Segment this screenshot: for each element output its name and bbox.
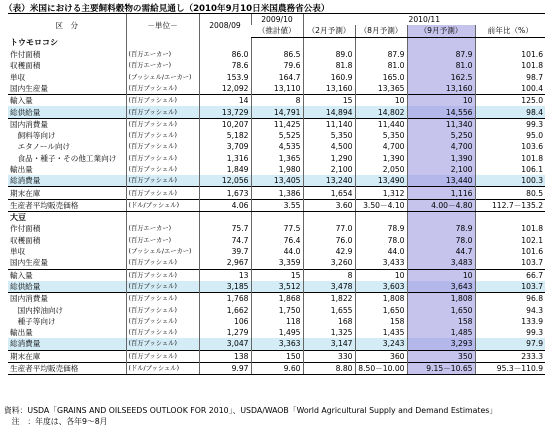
table-row bbox=[8, 281, 545, 293]
value-cell: 11,140 bbox=[303, 118, 355, 130]
value-cell: 87.9 bbox=[407, 49, 475, 60]
value-cell: 101.6 bbox=[475, 49, 545, 60]
col-header-2009: 2009/10 bbox=[251, 14, 303, 26]
unit-cell: (百万エーカー) bbox=[126, 49, 199, 60]
value-cell: 81.0 bbox=[355, 60, 407, 71]
value-cell: 78.0 bbox=[407, 235, 475, 246]
value-cell: 14,894 bbox=[303, 106, 355, 118]
value-cell: 12,092 bbox=[199, 83, 251, 95]
value-cell: 44.7 bbox=[407, 246, 475, 257]
value-cell: 4,700 bbox=[407, 141, 475, 152]
value-cell: 112.7－135.2 bbox=[475, 199, 545, 211]
unit-cell: (百万エーカー) bbox=[126, 60, 199, 71]
unit-cell: (ドル/ブッシェル) bbox=[126, 199, 199, 211]
table-row bbox=[8, 257, 545, 269]
unit-cell: (百万ブッシェル) bbox=[126, 95, 199, 107]
table-row bbox=[8, 246, 545, 257]
value-cell: 118 bbox=[251, 316, 303, 327]
value-cell: 3,709 bbox=[199, 141, 251, 152]
value-cell: 158 bbox=[355, 316, 407, 327]
value-cell: 103.6 bbox=[475, 141, 545, 152]
value-cell: 97.9 bbox=[475, 338, 545, 350]
empty-cell bbox=[407, 37, 475, 49]
value-cell: 8.80 bbox=[303, 362, 355, 374]
row-label: 飼料等向け bbox=[10, 131, 56, 141]
value-cell: 86.0 bbox=[199, 49, 251, 60]
value-cell: 89.0 bbox=[303, 49, 355, 60]
table-row bbox=[8, 235, 545, 246]
value-cell: 10 bbox=[407, 269, 475, 281]
value-cell: 106 bbox=[199, 316, 251, 327]
value-cell: 3.60 bbox=[303, 199, 355, 211]
value-cell: 99.3 bbox=[475, 118, 545, 130]
row-label: 総供給量 bbox=[8, 281, 126, 293]
row-label: 国内消費量 bbox=[8, 118, 126, 130]
unit-cell: (百万ブッシェル) bbox=[126, 281, 199, 293]
table-row bbox=[8, 60, 545, 71]
empty-cell bbox=[303, 37, 355, 49]
value-cell: 13 bbox=[199, 269, 251, 281]
row-label: 総供給量 bbox=[8, 106, 126, 118]
row-label: 総消費量 bbox=[8, 338, 126, 350]
value-cell: 10,207 bbox=[199, 118, 251, 130]
value-cell: 4.06 bbox=[199, 199, 251, 211]
value-cell: 3,643 bbox=[407, 281, 475, 293]
row-label: 期末在庫 bbox=[8, 187, 126, 199]
value-cell: 13,110 bbox=[251, 83, 303, 95]
unit-cell: (百万ブッシェル) bbox=[126, 175, 199, 187]
value-cell: 350 bbox=[407, 350, 475, 362]
empty-cell bbox=[475, 212, 545, 224]
empty-cell bbox=[199, 212, 251, 224]
value-cell: 102.1 bbox=[475, 235, 545, 246]
value-cell: 4,700 bbox=[355, 141, 407, 152]
value-cell: 160.9 bbox=[303, 71, 355, 82]
value-cell: 1,290 bbox=[303, 153, 355, 164]
value-cell: 3,047 bbox=[199, 338, 251, 350]
value-cell: 1,390 bbox=[407, 153, 475, 164]
value-cell: 5,182 bbox=[199, 130, 251, 141]
value-cell: 81.0 bbox=[407, 60, 475, 71]
value-cell: 101.6 bbox=[475, 246, 545, 257]
value-cell: 3,363 bbox=[251, 338, 303, 350]
value-cell: 165.0 bbox=[355, 71, 407, 82]
value-cell: 13,405 bbox=[251, 175, 303, 187]
value-cell: 9.15－10.65 bbox=[407, 362, 475, 374]
value-cell: 133.9 bbox=[475, 316, 545, 327]
value-cell: 76.0 bbox=[303, 235, 355, 246]
value-cell: 80.5 bbox=[475, 187, 545, 199]
value-cell: 4,535 bbox=[251, 141, 303, 152]
value-cell: 74.7 bbox=[199, 235, 251, 246]
table-row bbox=[8, 83, 545, 95]
value-cell: 9.97 bbox=[199, 362, 251, 374]
row-label: 国内消費量 bbox=[8, 293, 126, 305]
value-cell: 79.6 bbox=[251, 60, 303, 71]
value-cell: 98.4 bbox=[475, 106, 545, 118]
unit-cell: (百万ブッシェル) bbox=[126, 257, 199, 269]
value-cell: 150 bbox=[251, 350, 303, 362]
value-cell: 3,512 bbox=[251, 281, 303, 293]
table-row bbox=[8, 350, 545, 362]
value-cell: 14,556 bbox=[407, 106, 475, 118]
empty-cell bbox=[355, 212, 407, 224]
col-header-feb: （2月予測） bbox=[303, 25, 355, 37]
value-cell: 2,050 bbox=[355, 164, 407, 175]
table-row bbox=[8, 269, 545, 281]
value-cell: 168 bbox=[303, 316, 355, 327]
value-cell: 1,435 bbox=[355, 327, 407, 338]
value-cell: 10 bbox=[355, 95, 407, 107]
value-cell: 3,603 bbox=[355, 281, 407, 293]
value-cell: 162.5 bbox=[407, 71, 475, 82]
col-header-unit: －単位－ bbox=[126, 14, 199, 38]
value-cell: 103.7 bbox=[475, 281, 545, 293]
col-header-sep: （9月予測） bbox=[407, 25, 475, 37]
unit-cell: (百万ブッシェル) bbox=[126, 153, 199, 164]
empty-cell bbox=[251, 212, 303, 224]
value-cell: 100.3 bbox=[475, 175, 545, 187]
value-cell: 14 bbox=[199, 95, 251, 107]
value-cell: 1,279 bbox=[199, 327, 251, 338]
value-cell: 8 bbox=[303, 269, 355, 281]
col-header-2010: 2010/11 bbox=[303, 14, 545, 26]
unit-cell: (ブッシェル/エーカー) bbox=[126, 71, 199, 82]
value-cell: 8 bbox=[251, 95, 303, 107]
table-row bbox=[8, 118, 545, 130]
row-label: 生産者平均販売価格 bbox=[8, 362, 126, 374]
unit-cell: (百万ブッシェル) bbox=[126, 106, 199, 118]
value-cell: 13,440 bbox=[407, 175, 475, 187]
unit-cell: (百万ブッシェル) bbox=[126, 293, 199, 305]
corn-section-title: トウモロコシ bbox=[10, 38, 58, 48]
value-cell: 13,365 bbox=[355, 83, 407, 95]
col-header-aug: （8月予測） bbox=[355, 25, 407, 37]
unit-cell: (百万ブッシェル) bbox=[126, 269, 199, 281]
value-cell: 96.8 bbox=[475, 293, 545, 305]
value-cell: 13,490 bbox=[355, 175, 407, 187]
value-cell: 44.0 bbox=[251, 246, 303, 257]
value-cell: 101.8 bbox=[475, 60, 545, 71]
row-label: 単収 bbox=[10, 72, 26, 82]
value-cell: 11,425 bbox=[251, 118, 303, 130]
value-cell: 95.0 bbox=[475, 130, 545, 141]
value-cell: 2,100 bbox=[407, 164, 475, 175]
value-cell: 1,822 bbox=[303, 293, 355, 305]
table-row bbox=[8, 327, 545, 338]
table-row bbox=[8, 199, 545, 211]
unit-cell: (百万ブッシェル) bbox=[126, 338, 199, 350]
row-label: 国内生産量 bbox=[10, 83, 48, 93]
value-cell: 94.3 bbox=[475, 304, 545, 315]
value-cell: 1,365 bbox=[251, 153, 303, 164]
value-cell: 77.0 bbox=[303, 223, 355, 234]
unit-cell: (百万エーカー) bbox=[126, 223, 199, 234]
value-cell: 78.9 bbox=[355, 223, 407, 234]
unit-cell: (百万ブッシェル) bbox=[126, 316, 199, 327]
table-row bbox=[8, 71, 545, 82]
value-cell: 3,185 bbox=[199, 281, 251, 293]
value-cell: 1,485 bbox=[407, 327, 475, 338]
value-cell: 1,655 bbox=[303, 304, 355, 315]
col-header-2008: 2008/09 bbox=[199, 14, 251, 38]
empty-cell bbox=[355, 37, 407, 49]
value-cell: 95.3－110.9 bbox=[475, 362, 545, 374]
empty-cell bbox=[475, 37, 545, 49]
corn-section bbox=[8, 37, 545, 211]
value-cell: 1,116 bbox=[407, 187, 475, 199]
row-label: 種子等向け bbox=[10, 316, 56, 326]
value-cell: 39.7 bbox=[199, 246, 251, 257]
value-cell: 13,160 bbox=[407, 83, 475, 95]
value-cell: 106.1 bbox=[475, 164, 545, 175]
value-cell: 153.9 bbox=[199, 71, 251, 82]
value-cell: 2,967 bbox=[199, 257, 251, 269]
value-cell: 15 bbox=[251, 269, 303, 281]
value-cell: 81.8 bbox=[303, 60, 355, 71]
table-row bbox=[8, 130, 545, 141]
value-cell: 3,260 bbox=[303, 257, 355, 269]
unit-cell: (百万ブッシェル) bbox=[126, 304, 199, 315]
unit-cell: (百万ブッシェル) bbox=[126, 130, 199, 141]
value-cell: 1,750 bbox=[251, 304, 303, 315]
row-label: 収穫面積 bbox=[10, 61, 41, 71]
value-cell: 1,768 bbox=[199, 293, 251, 305]
value-cell: 44.0 bbox=[355, 246, 407, 257]
value-cell: 1,980 bbox=[251, 164, 303, 175]
header-row-1 bbox=[8, 14, 545, 26]
row-label: 輸出量 bbox=[10, 165, 33, 174]
table-row bbox=[8, 338, 545, 350]
table-title: （表）米国における主要飼料穀物の需給見通し（2010年9月10日米国農務省公表） bbox=[4, 4, 330, 14]
soy-section-title: 大豆 bbox=[8, 212, 126, 224]
value-cell: 11,340 bbox=[407, 118, 475, 130]
row-label: 単収 bbox=[10, 247, 26, 257]
table-row bbox=[8, 316, 545, 327]
row-label: 総消費量 bbox=[8, 175, 126, 187]
value-cell: 1,662 bbox=[199, 304, 251, 315]
unit-cell: (百万ブッシェル) bbox=[126, 187, 199, 199]
table-row bbox=[8, 175, 545, 187]
value-cell: 3,243 bbox=[355, 338, 407, 350]
value-cell: 3,147 bbox=[303, 338, 355, 350]
row-label: 食品・種子・その他工業向け bbox=[10, 153, 117, 163]
value-cell: 5,350 bbox=[355, 130, 407, 141]
row-label: 国内生産量 bbox=[10, 258, 48, 268]
value-cell: 2,100 bbox=[303, 164, 355, 175]
value-cell: 13,160 bbox=[303, 83, 355, 95]
empty-cell bbox=[199, 37, 251, 49]
value-cell: 1,312 bbox=[355, 187, 407, 199]
row-label: エタノール向け bbox=[10, 142, 71, 152]
value-cell: 13,240 bbox=[303, 175, 355, 187]
empty-cell bbox=[251, 37, 303, 49]
row-label: 生産者平均販売価格 bbox=[8, 199, 126, 211]
value-cell: 164.7 bbox=[251, 71, 303, 82]
value-cell: 1,386 bbox=[251, 187, 303, 199]
value-cell: 233.3 bbox=[475, 350, 545, 362]
value-cell: 10 bbox=[355, 269, 407, 281]
col-header-yoy: 前年比（%） bbox=[475, 25, 545, 37]
value-cell: 98.7 bbox=[475, 71, 545, 82]
empty-cell bbox=[303, 212, 355, 224]
value-cell: 5,350 bbox=[303, 130, 355, 141]
value-cell: 3,293 bbox=[407, 338, 475, 350]
value-cell: 13,729 bbox=[199, 106, 251, 118]
value-cell: 3,433 bbox=[355, 257, 407, 269]
table-row bbox=[8, 362, 545, 374]
col-header-label: 区 分 bbox=[8, 14, 126, 38]
value-cell: 77.5 bbox=[251, 223, 303, 234]
value-cell: 14,802 bbox=[355, 106, 407, 118]
empty-cell bbox=[407, 212, 475, 224]
value-cell: 1,808 bbox=[355, 293, 407, 305]
value-cell: 86.5 bbox=[251, 49, 303, 60]
value-cell: 5,525 bbox=[251, 130, 303, 141]
value-cell: 1,650 bbox=[355, 304, 407, 315]
supply-demand-table bbox=[8, 13, 545, 375]
source-note: 資料：USDA「GRAINS AND OILSEEDS OUTLOOK FOR 2010」、USDA/WAOB「World Agricultural Supply and Demand Estimates」 bbox=[4, 406, 498, 415]
value-cell: 15 bbox=[303, 95, 355, 107]
value-cell: 4,500 bbox=[303, 141, 355, 152]
value-cell: 1,654 bbox=[303, 187, 355, 199]
value-cell: 99.3 bbox=[475, 327, 545, 338]
value-cell: 78.9 bbox=[407, 223, 475, 234]
value-cell: 4.00－4.80 bbox=[407, 199, 475, 211]
value-cell: 14,791 bbox=[251, 106, 303, 118]
value-cell: 78.6 bbox=[199, 60, 251, 71]
value-cell: 1,390 bbox=[355, 153, 407, 164]
table-row bbox=[8, 187, 545, 199]
value-cell: 1,495 bbox=[251, 327, 303, 338]
row-label: 期末在庫 bbox=[8, 350, 126, 362]
unit-cell: (百万ブッシェル) bbox=[126, 164, 199, 175]
value-cell: 330 bbox=[303, 350, 355, 362]
value-cell: 42.9 bbox=[303, 246, 355, 257]
row-label: 国内搾油向け bbox=[10, 305, 64, 315]
value-cell: 125.0 bbox=[475, 95, 545, 107]
corn-section-header bbox=[8, 37, 545, 49]
value-cell: 1,316 bbox=[199, 153, 251, 164]
value-cell: 1,325 bbox=[303, 327, 355, 338]
value-cell: 87.9 bbox=[355, 49, 407, 60]
unit-cell: (百万ブッシェル) bbox=[126, 327, 199, 338]
value-cell: 1,650 bbox=[407, 304, 475, 315]
table-row bbox=[8, 49, 545, 60]
value-cell: 8.50－10.00 bbox=[355, 362, 407, 374]
row-label: 輸入量 bbox=[8, 95, 126, 107]
unit-cell: (百万ブッシェル) bbox=[126, 141, 199, 152]
empty-cell bbox=[126, 212, 199, 224]
table-row bbox=[8, 223, 545, 234]
unit-cell: (百万ブッシェル) bbox=[126, 118, 199, 130]
table-row bbox=[8, 304, 545, 315]
row-label: 作付面積 bbox=[10, 224, 41, 234]
value-cell: 101.8 bbox=[475, 223, 545, 234]
table-row bbox=[8, 141, 545, 152]
unit-cell: (百万エーカー) bbox=[126, 235, 199, 246]
value-cell: 12,056 bbox=[199, 175, 251, 187]
value-cell: 1,808 bbox=[407, 293, 475, 305]
value-cell: 1,849 bbox=[199, 164, 251, 175]
value-cell: 76.4 bbox=[251, 235, 303, 246]
value-cell: 11,440 bbox=[355, 118, 407, 130]
table-row bbox=[8, 164, 545, 175]
soy-section-header bbox=[8, 212, 545, 224]
row-label: 作付面積 bbox=[10, 50, 41, 60]
table-row bbox=[8, 153, 545, 164]
table-row bbox=[8, 293, 545, 305]
value-cell: 66.7 bbox=[475, 269, 545, 281]
unit-cell: (百万ブッシェル) bbox=[126, 83, 199, 95]
unit-cell: (百万ブッシェル) bbox=[126, 350, 199, 362]
value-cell: 103.7 bbox=[475, 257, 545, 269]
value-cell: 1,673 bbox=[199, 187, 251, 199]
value-cell: 3,478 bbox=[303, 281, 355, 293]
row-label: 輸出量 bbox=[10, 328, 33, 338]
unit-cell: (ブッシェル/エーカー) bbox=[126, 246, 199, 257]
unit-cell: (ドル/ブッシェル) bbox=[126, 362, 199, 374]
soy-section bbox=[8, 212, 545, 375]
row-label: 収穫面積 bbox=[10, 235, 41, 245]
value-cell: 75.7 bbox=[199, 223, 251, 234]
value-cell: 1,868 bbox=[251, 293, 303, 305]
empty-cell bbox=[126, 37, 199, 49]
table-row bbox=[8, 106, 545, 118]
value-cell: 3,359 bbox=[251, 257, 303, 269]
row-label: 輸入量 bbox=[8, 269, 126, 281]
value-cell: 10 bbox=[407, 95, 475, 107]
value-cell: 3.55 bbox=[251, 199, 303, 211]
value-cell: 5,250 bbox=[407, 130, 475, 141]
value-cell: 3,483 bbox=[407, 257, 475, 269]
table-row bbox=[8, 95, 545, 107]
value-cell: 3.50－4.10 bbox=[355, 199, 407, 211]
value-cell: 138 bbox=[199, 350, 251, 362]
value-cell: 360 bbox=[355, 350, 407, 362]
value-cell: 78.0 bbox=[355, 235, 407, 246]
col-header-2009-sub: （推計値） bbox=[251, 25, 303, 37]
year-note: 注 ：年度は、各年9～8月 bbox=[4, 417, 108, 426]
value-cell: 158 bbox=[407, 316, 475, 327]
value-cell: 101.8 bbox=[475, 153, 545, 164]
value-cell: 100.4 bbox=[475, 83, 545, 95]
value-cell: 9.60 bbox=[251, 362, 303, 374]
